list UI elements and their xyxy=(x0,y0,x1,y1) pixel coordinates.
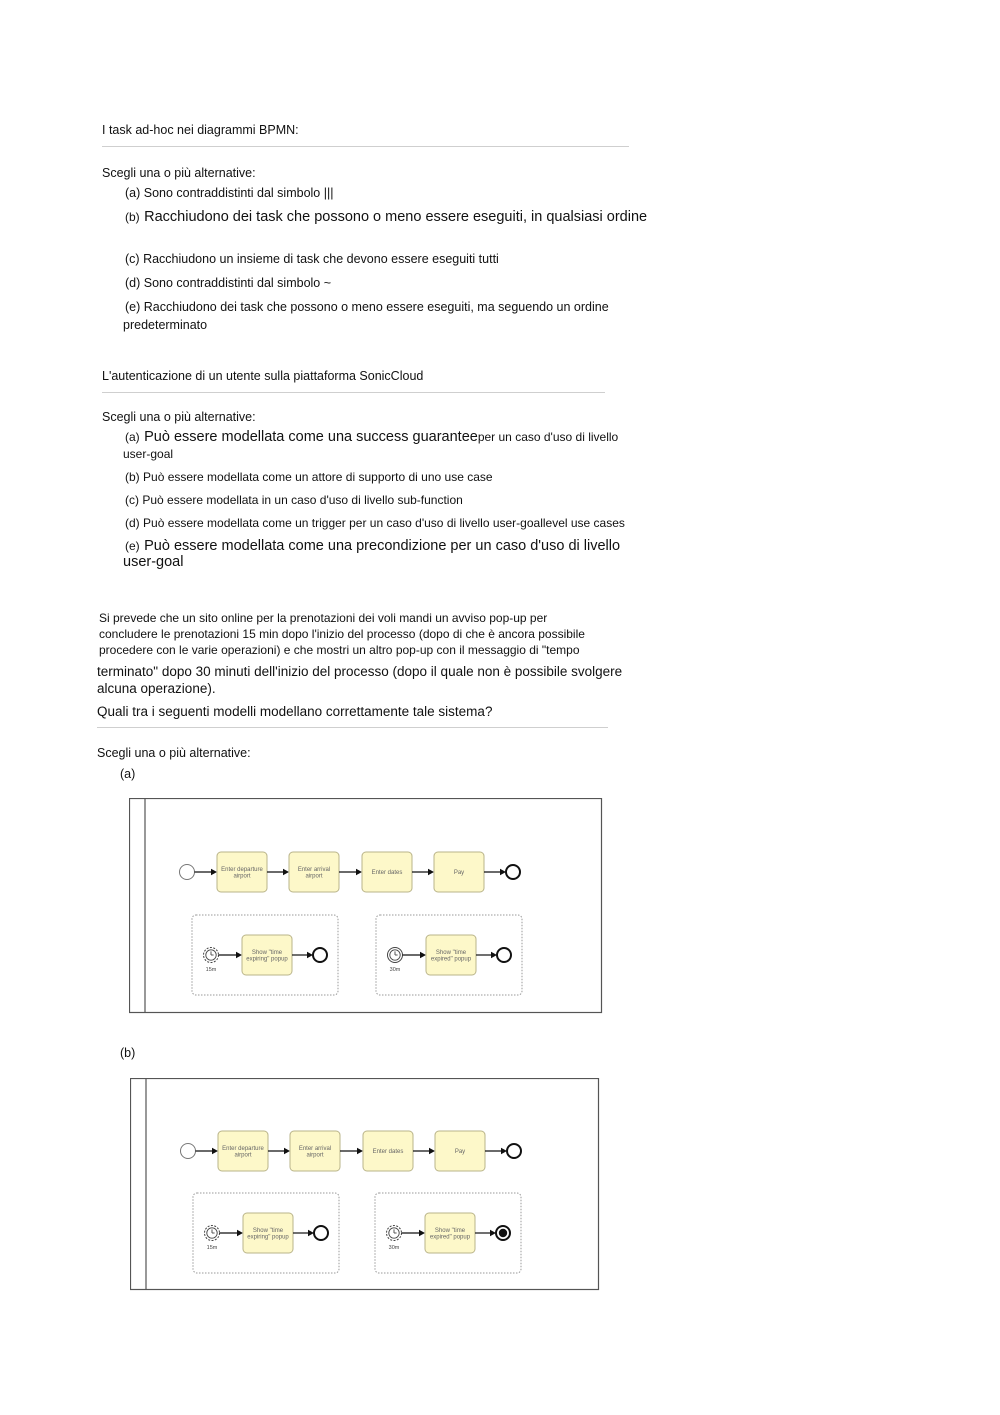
q2-option-a-continuation: user-goal xyxy=(123,447,174,461)
task-label: airport xyxy=(305,873,323,880)
task-label: Enter arrival xyxy=(298,1145,332,1152)
question-3-line-2: concludere le prenotazioni 15 min dopo l'inizio del processo (dopo di che è ancora possibile xyxy=(99,627,585,641)
q2-option-c-key: (c) xyxy=(125,493,139,507)
q2-option-e[interactable] xyxy=(125,537,620,555)
q1-option-a-key: (a) xyxy=(125,186,141,200)
q2-option-d[interactable] xyxy=(125,516,625,530)
q2-option-e-continuation: user-goal xyxy=(123,554,184,570)
q2-option-b-key: (b) xyxy=(125,470,140,484)
q2-option-c[interactable] xyxy=(125,493,463,507)
question-3-line-1: Si prevede che un sito online per la prenotazioni dei voli mandi un avviso pop-up per xyxy=(99,611,548,625)
task-label: airport xyxy=(306,1152,324,1159)
q2-option-b-text: Può essere modellata come un attore di supporto di uno use case xyxy=(143,470,493,484)
q2-option-a-text-cont: per un caso d'uso di livello xyxy=(477,430,619,444)
question-2-divider xyxy=(102,392,605,393)
popup-task-label: expired" popup xyxy=(429,1234,471,1241)
popup-task-label: expired" popup xyxy=(430,956,472,963)
popup-task-label: Show "time xyxy=(252,1227,284,1234)
q2-option-e-key: (e) xyxy=(125,539,140,553)
end-event xyxy=(497,948,511,962)
end-event xyxy=(506,865,520,879)
q1-option-a-text: Sono contraddistinti dal simbolo ||| xyxy=(143,186,334,200)
question-3-prompt: Scegli una o più alternative: xyxy=(97,746,251,760)
end-event xyxy=(314,1226,328,1240)
task-label: Enter arrival xyxy=(297,866,331,873)
q1-option-b[interactable] xyxy=(125,208,647,226)
popup-task-label: expiring" popup xyxy=(247,1234,289,1241)
popup-task-label: Show "time xyxy=(435,949,467,956)
q2-option-b[interactable] xyxy=(125,470,493,484)
end-event xyxy=(507,1144,521,1158)
question-3-question: Quali tra i seguenti modelli modellano correttamente tale sistema? xyxy=(97,704,493,719)
q2-option-d-text: Può essere modellata come un trigger per un caso d'uso di livello user-goallevel use cases xyxy=(143,516,625,530)
timer-label: 15m xyxy=(205,967,217,973)
q3-option-b[interactable]: (b) xyxy=(120,1046,136,1060)
bpmn-diagram-b xyxy=(130,1078,600,1292)
q2-option-e-text: Può essere modellata come una precondizione per un caso d'uso di livello xyxy=(144,538,621,554)
q1-option-d-key: (d) xyxy=(125,276,141,290)
q1-option-e-continuation: predeterminato xyxy=(123,318,208,332)
end-event-fill xyxy=(499,1229,507,1237)
question-1-title: I task ad-hoc nei diagrammi BPMN: xyxy=(102,123,299,137)
task-label: Pay xyxy=(453,870,465,876)
q2-option-a[interactable] xyxy=(125,428,618,446)
q1-option-e-key: (e) xyxy=(125,300,141,314)
question-3-line-3: procedere con le varie operazioni) e che mostri un altro pop-up con il messaggio di "tempo xyxy=(99,643,580,657)
q1-option-c-key: (c) xyxy=(125,252,140,266)
start-event xyxy=(181,1144,196,1159)
timer-label: 30m xyxy=(388,1245,400,1251)
bpmn-diagram-a xyxy=(129,798,603,1014)
question-3-line-4: terminato" dopo 30 minuti dell'inizio del processo (dopo il quale non è possibile svolgere xyxy=(97,664,623,679)
question-3-line-5: alcuna operazione). xyxy=(97,681,216,696)
popup-task-label: expiring" popup xyxy=(246,956,288,963)
q1-option-d[interactable] xyxy=(125,276,331,290)
timer-label: 30m xyxy=(389,967,401,973)
question-2-prompt: Scegli una o più alternative: xyxy=(102,410,256,424)
q1-option-c[interactable] xyxy=(125,252,499,266)
popup-task-label: Show "time xyxy=(434,1227,466,1234)
task-label: airport xyxy=(233,873,251,880)
q3-option-a[interactable]: (a) xyxy=(120,767,136,781)
task-label: Enter dates xyxy=(372,1149,404,1155)
question-1-divider xyxy=(102,146,629,147)
q2-option-d-key: (d) xyxy=(125,516,140,530)
q1-option-e[interactable] xyxy=(125,300,609,314)
task-label: Enter departure xyxy=(221,866,263,873)
q1-option-c-text: Racchiudono un insieme di task che devono essere eseguiti tutti xyxy=(143,252,499,266)
task-label: Pay xyxy=(454,1149,466,1155)
q1-option-b-key: (b) xyxy=(125,210,140,224)
q1-option-d-text: Sono contraddistinti dal simbolo ~ xyxy=(143,276,332,290)
q1-option-a[interactable] xyxy=(125,186,333,200)
task-label: Enter departure xyxy=(222,1145,264,1152)
q1-option-e-text: Racchiudono dei task che possono o meno essere eseguiti, ma seguendo un ordine xyxy=(143,300,609,314)
popup-task-label: Show "time xyxy=(251,949,283,956)
q2-option-a-text: Può essere modellata come una success guarantee xyxy=(144,429,478,445)
end-event xyxy=(313,948,327,962)
task-label: Enter dates xyxy=(371,870,403,876)
task-label: airport xyxy=(234,1152,252,1159)
q2-option-c-text: Può essere modellata in un caso d'uso di livello sub-function xyxy=(142,493,463,507)
start-event xyxy=(180,865,195,880)
question-3-divider xyxy=(97,727,608,728)
timer-label: 15m xyxy=(206,1245,218,1251)
question-1-prompt: Scegli una o più alternative: xyxy=(102,166,256,180)
q2-option-a-key: (a) xyxy=(125,430,140,444)
question-2-title: L'autenticazione di un utente sulla piattaforma SonicCloud xyxy=(102,369,424,383)
q1-option-b-text: Racchiudono dei task che possono o meno essere eseguiti, in qualsiasi ordine xyxy=(144,209,648,225)
